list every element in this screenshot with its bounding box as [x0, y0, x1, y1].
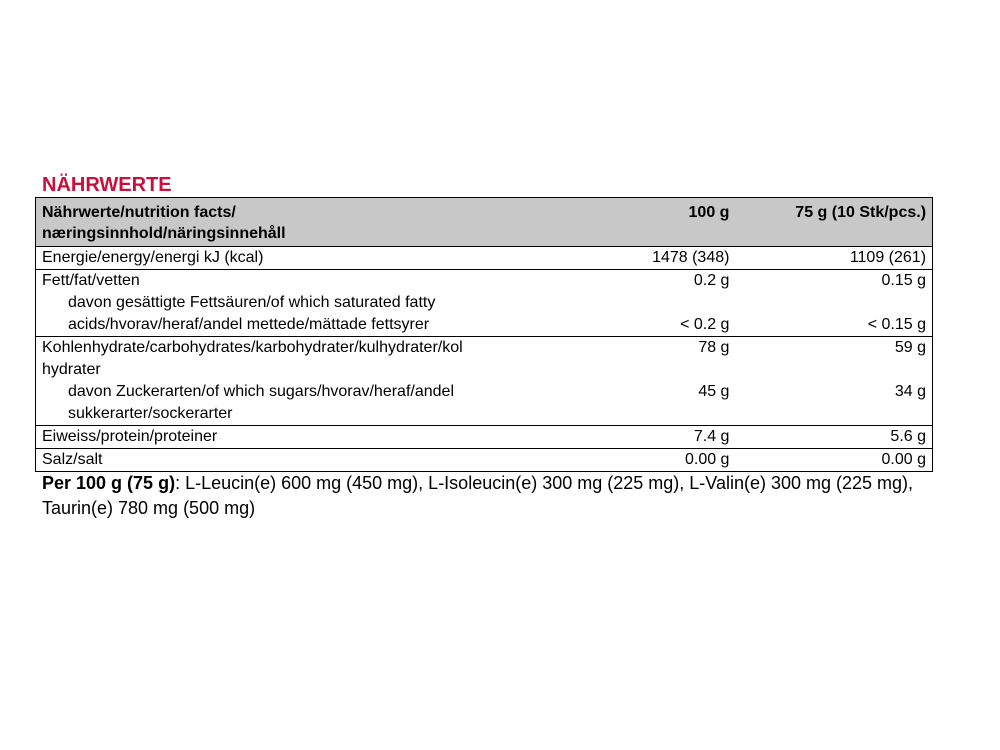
table-row-energy: [36, 247, 932, 270]
subrow-value-75g-text: < 0.15 g: [867, 316, 926, 333]
row-label: Salz/salt: [42, 451, 103, 468]
header-label-line1: Nährwerte/nutrition facts/: [42, 204, 236, 221]
subrow-label-line1: davon Zuckerarten/of which sugars/hvorav/heraf/andel: [68, 383, 454, 400]
table-row-protein: [36, 426, 932, 449]
nutrition-table: [35, 197, 933, 472]
row-label: Energie/energy/energi kJ (kcal): [42, 249, 264, 266]
row-label-line1: Kohlenhydrate/carbohydrates/karbohydrater/kulhydrater/kol: [42, 339, 463, 356]
subrow-label-line1: davon gesättigte Fettsäuren/of which saturated fatty: [68, 294, 436, 311]
subrow-label-line2: sukkerarter/sockerarter: [68, 405, 233, 422]
subrow-value-100g: [630, 292, 730, 336]
table-row-salt: [36, 449, 932, 471]
header-75g: 75 g (10 Stk/pcs.): [795, 204, 927, 221]
section-title: NÄHRWERTE: [42, 174, 172, 196]
footnote-bold: Per 100 g (75 g): [42, 473, 176, 493]
row-value-100g: 78 g: [698, 339, 730, 356]
row-value-75g: 5.6 g: [890, 428, 927, 445]
row-label-line2: hydrater: [42, 361, 101, 378]
row-value-75g: 59 g: [894, 339, 927, 356]
subrow-value-75g: [729, 292, 932, 336]
table-row-fat: [36, 270, 932, 337]
subrow-value-100g-text: < 0.2 g: [680, 316, 730, 333]
row-value-75g: 0.00 g: [881, 451, 927, 468]
table-subrow-sugars: [36, 381, 932, 425]
row-value-100g: 0.00 g: [684, 451, 730, 468]
table-row-carbs: [36, 337, 932, 426]
header-100g: 100 g: [688, 204, 730, 221]
row-value-100g: 0.2 g: [693, 272, 730, 289]
row-label: Eiweiss/protein/proteiner: [42, 428, 218, 445]
row-value-75g: 1109 (261): [849, 249, 927, 266]
footnote-text: : L-Leucin(e) 600 mg (450 mg), L-Isoleucin(e) 300 mg (225 mg), L-Valin(e) 300 mg (225 mg), Taurin(e) 780 mg (500 mg): [42, 473, 914, 518]
header-label-line2: næringsinnhold/näringsinnehåll: [42, 225, 286, 242]
subrow-value-75g: 34 g: [894, 383, 926, 400]
subrow-value-100g: 45 g: [698, 383, 730, 400]
table-subrow-saturated: [36, 292, 932, 336]
subrow-label: [36, 381, 630, 425]
row-label: Fett/fat/vetten: [42, 272, 140, 289]
table-header: [36, 198, 932, 247]
row-value-100g: 7.4 g: [693, 428, 730, 445]
amino-acid-footnote: [42, 471, 982, 521]
row-value-100g: 1478 (348): [652, 249, 730, 266]
row-value-75g: 0.15 g: [881, 272, 927, 289]
row-label: [36, 337, 630, 381]
subrow-label: [36, 292, 630, 336]
header-label: [36, 198, 630, 246]
subrow-label-line2: acids/hvorav/heraf/andel mettede/mättade fettsyrer: [68, 316, 430, 333]
